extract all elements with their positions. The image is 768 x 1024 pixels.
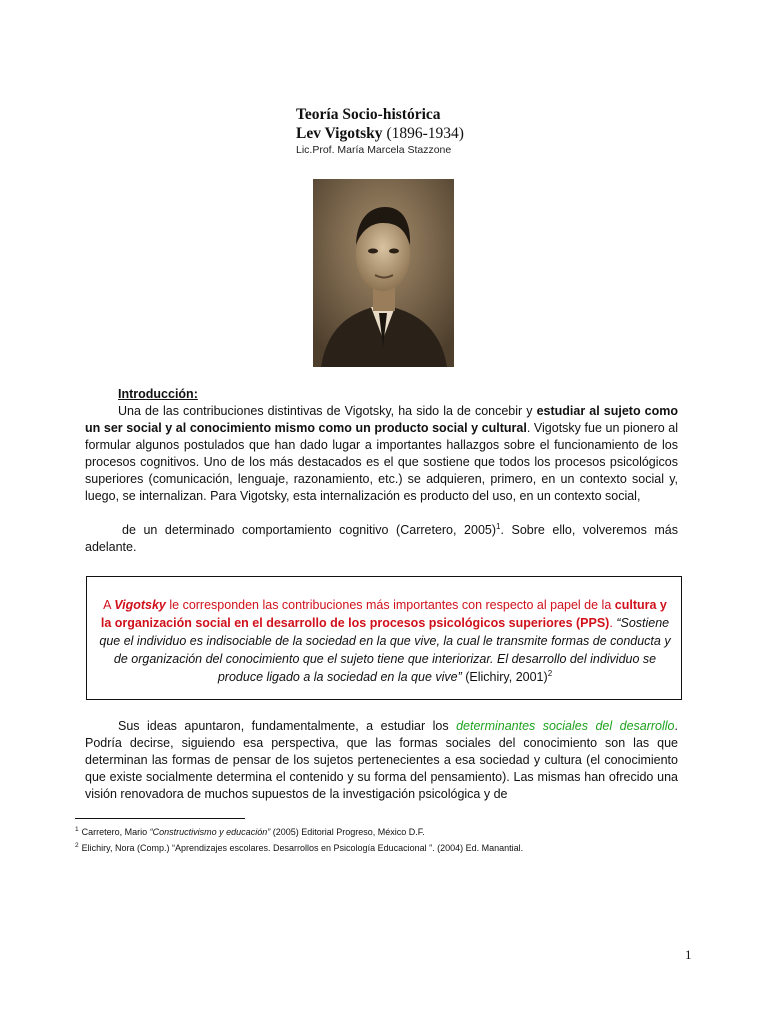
- subtitle-name: Lev Vigotsky: [296, 125, 383, 142]
- intro-cont-text: de un determinado comportamiento cognitivo (Carretero, 2005): [122, 523, 497, 537]
- intro-paragraph-continuation: [85, 522, 678, 556]
- page-number: 1: [685, 947, 692, 962]
- p2-text-b: . Podría decirse, siguiendo esa perspectiva, que las formas sociales del conocimiento son las que determinan las formas de pensar de los sujetos pertenecientes a esa sociedad y cultura (el conocimiento que existe socialmente determina el contenido y su forma del pensamiento). Las mismas han ofrecido una visión renovadora de muchos supuestos de la investigación psicológica y de: [85, 719, 678, 801]
- intro-text-a: Una de las contribuciones distintivas de Vigotsky, ha sido la de concebir y: [118, 404, 537, 418]
- title-block: [296, 105, 556, 158]
- quote-red-bold: cultura y la organización social en el desarrollo de los procesos psicológicos superiores (PPS): [100, 598, 667, 630]
- quote-italic: “Sostiene que el individuo es indisociable de la sociedad en la que vive, la cual le transmite formas de conducta y de organización del conocimiento que el sujeto tiene que interiorizar. El desarrollo del individuo se produce ligado a la sociedad en la que vive”: [99, 616, 671, 684]
- intro-cont-end: . Sobre ello, volveremos más adelante.: [85, 523, 678, 554]
- intro-bold-text: estudiar al sujeto como un ser social y al conocimiento mismo como un producto social y cultural: [85, 404, 678, 435]
- intro-paragraph: [85, 403, 678, 505]
- footnotes: [75, 824, 695, 856]
- author-line: Lic.Prof. María Marcela Stazzone: [296, 144, 452, 156]
- footnote-divider: [75, 818, 245, 819]
- paragraph-ideas: [85, 718, 678, 803]
- subtitle-years: (1896-1934): [382, 125, 464, 142]
- document-title: Teoría Socio-histórica: [296, 106, 441, 123]
- p2-text-a: Sus ideas apuntaron, fundamentalmente, a estudiar los: [118, 719, 457, 733]
- quote-cite: (Elichiry, 2001): [461, 670, 548, 684]
- quote-box: [86, 576, 682, 700]
- quote-a: A: [103, 598, 115, 612]
- footnote-ref-1: 1: [496, 521, 501, 531]
- document-subtitle: [296, 124, 556, 143]
- quote-vigotsky: Vigotsky: [114, 598, 166, 612]
- p2-green-text: determinantes sociales del desarrollo: [456, 719, 675, 733]
- footnote-ref-2: 2: [547, 668, 553, 678]
- portrait-image: [313, 179, 454, 367]
- footnote-2: $^2$ Elichiry, Nora (Comp.) “Aprendizajes escolares. Desarrollos en Psicología Educacional ”. (2004) Ed. Manantial.: [75, 842, 524, 853]
- intro-text-b: . Vigotsky fue un pionero al formular algunos postulados que han dado lugar a importantes hallazgos sobre el funcionamiento de los procesos cognitivos. Uno de los más destacados es el que sostiene que todos los procesos psicológicos superiores (comunicación, lenguaje, razonamiento, etc.) se adquieren, primero, en un contexto social y, luego, se internalizan. Para Vigotsky, esta internalización es producto del uso, en un contexto social,: [85, 421, 679, 503]
- quote-box-text: [97, 596, 673, 686]
- footnote-1: $^1$ Carretero, Mario “Constructivismo y educación” (2005) Editorial Progreso, México D.F.: [75, 826, 425, 837]
- quote-period: .: [609, 616, 617, 630]
- quote-red-text: le corresponden las contribuciones más importantes con respecto al papel de la: [165, 598, 615, 612]
- section-heading-introduccion: Introducción:: [118, 387, 198, 401]
- portrait-photo: [313, 179, 454, 367]
